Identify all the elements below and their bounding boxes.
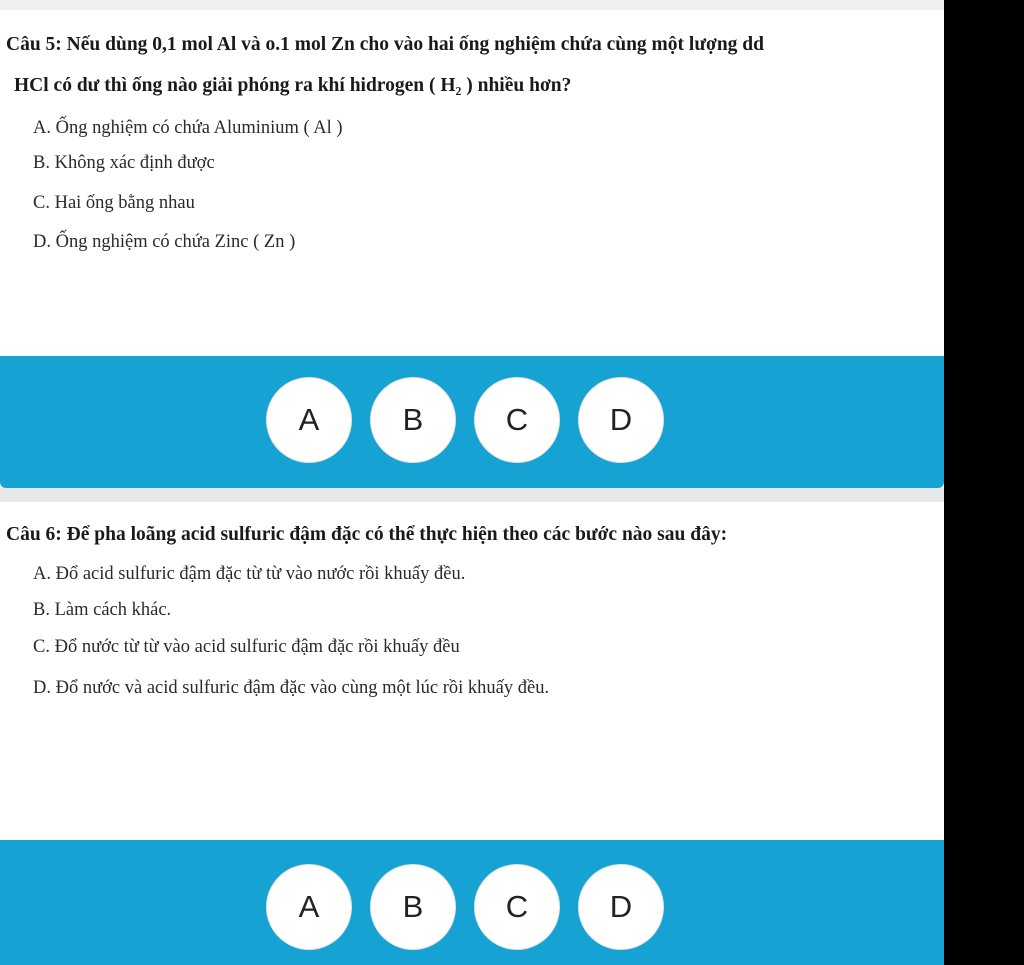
q5-answer-a-button[interactable]: A bbox=[266, 377, 352, 463]
question-6-card bbox=[0, 502, 944, 840]
q6-answer-b-button[interactable]: B bbox=[370, 864, 456, 950]
question-6-option-b: B. Làm cách khác. bbox=[33, 600, 172, 620]
question-6-option-c: C. Đổ nước từ từ vào acid sulfuric đậm đặc rồi khuấy đều bbox=[33, 637, 460, 657]
q6-answer-d-button[interactable]: D bbox=[578, 864, 664, 950]
card-separator bbox=[0, 488, 944, 502]
question-5-option-d: D. Ống nghiệm có chứa Zinc ( Zn ) bbox=[33, 232, 296, 252]
question-5-option-c: C. Hai ống bằng nhau bbox=[33, 193, 195, 213]
question-6-stem: Câu 6: Để pha loãng acid sulfuric đậm đặc có thể thực hiện theo các bước nào sau đây: bbox=[6, 524, 728, 545]
q5-answer-c-button[interactable]: C bbox=[474, 377, 560, 463]
question-6-option-d: D. Đổ nước và acid sulfuric đậm đặc vào cùng một lúc rồi khuấy đều. bbox=[33, 678, 550, 698]
question-5-stem-line-1: Câu 5: Nếu dùng 0,1 mol Al và o.1 mol Zn cho vào hai ống nghiệm chứa cùng một lượng dd bbox=[6, 34, 764, 55]
q6-answer-c-button[interactable]: C bbox=[474, 864, 560, 950]
question-6-option-a: A. Đổ acid sulfuric đậm đặc từ từ vào nước rồi khuấy đều. bbox=[33, 564, 466, 584]
question-5-option-b: B. Không xác định được bbox=[33, 153, 215, 173]
q5-answer-d-button[interactable]: D bbox=[578, 377, 664, 463]
q6-answer-a-button[interactable]: A bbox=[266, 864, 352, 950]
question-5-stem-line-2: HCl có dư thì ống nào giải phóng ra khí hidrogen ( H₂ ) nhiều hơn? bbox=[14, 75, 572, 96]
dark-edge-bar bbox=[944, 0, 1024, 965]
question-6-answer-bar bbox=[0, 840, 944, 965]
question-5-card bbox=[0, 10, 944, 356]
question-5-option-a: A. Ống nghiệm có chứa Aluminium ( Al ) bbox=[33, 118, 343, 138]
q5-answer-b-button[interactable]: B bbox=[370, 377, 456, 463]
question-5-answer-bar bbox=[0, 356, 944, 488]
